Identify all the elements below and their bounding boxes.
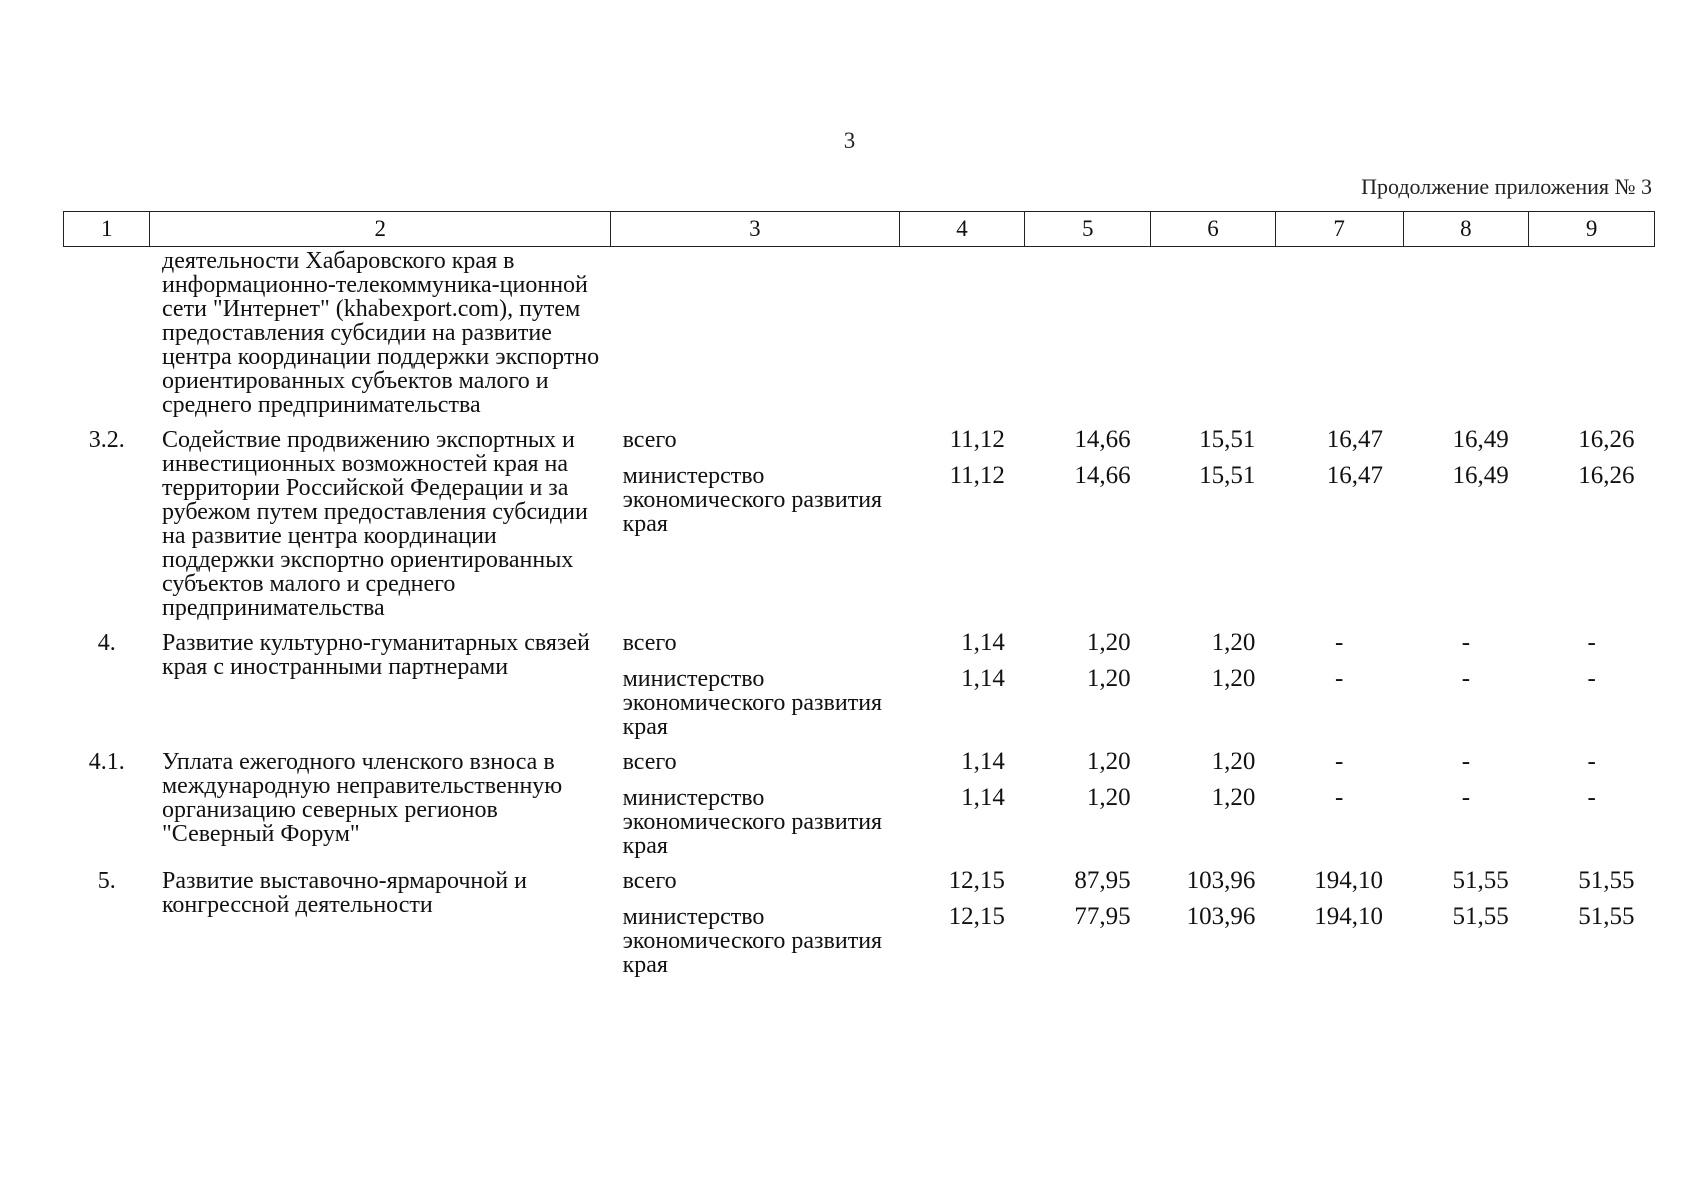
value-cell-col-5 xyxy=(1025,858,1151,977)
amount-value: 1,20 xyxy=(1211,629,1256,656)
table-row xyxy=(64,417,1655,620)
row-number: 4.1. xyxy=(88,749,125,775)
header-col-8: 8 xyxy=(1403,212,1529,247)
amount-value: 77,95 xyxy=(1074,903,1131,930)
amount-value: 51,55 xyxy=(1452,867,1509,894)
amount-value: - xyxy=(1587,629,1596,656)
amount-value: 51,55 xyxy=(1578,903,1635,930)
amount-value: 194,10 xyxy=(1314,903,1384,930)
value-cell-col-7 xyxy=(1275,739,1403,858)
row-number: 3.2. xyxy=(88,427,125,453)
value-cell-col-8 xyxy=(1403,417,1529,620)
value-cell-col-9 xyxy=(1529,620,1655,739)
value-cell-col-5 xyxy=(1025,739,1151,858)
amount-value: 14,66 xyxy=(1074,426,1131,453)
value-cell-col-8 xyxy=(1403,620,1529,739)
amount-value: 14,66 xyxy=(1074,462,1131,489)
value-cell-col-5 xyxy=(1025,417,1151,620)
activity-name: Развитие культурно-гуманитарных связей края с иностранными партнерами xyxy=(161,630,590,680)
amount-value: - xyxy=(1587,748,1596,775)
header-col-5: 5 xyxy=(1025,212,1151,247)
amount-value: - xyxy=(1335,665,1344,692)
amount-value: 103,96 xyxy=(1186,903,1256,930)
header-row xyxy=(64,212,1655,247)
value-cell-col-7 xyxy=(1275,247,1403,418)
value-cell-col-7 xyxy=(1275,858,1403,977)
continuation-label: Продолжение приложения № 3 xyxy=(1361,174,1652,199)
amount-value: 12,15 xyxy=(948,867,1005,894)
value-cell-col-8 xyxy=(1403,247,1529,418)
funding-source-cell xyxy=(611,858,900,977)
amount-value: 1,14 xyxy=(961,748,1005,775)
amount-value: 51,55 xyxy=(1578,867,1635,894)
amount-value: - xyxy=(1461,629,1471,656)
row-number: 5. xyxy=(97,868,116,894)
funding-source-cell xyxy=(611,247,900,418)
funding-source: всего xyxy=(622,427,677,453)
amount-value: 12,15 xyxy=(948,903,1005,930)
activity-name: Уплата ежегодного членского взноса в международную неправительственную организацию северных регионов "Северный Форум" xyxy=(161,749,563,847)
activity-name: Содействие продвижению экспортных и инвестиционных возможностей края на территории Российской Федерации и за рубежом путем предоставления субсидии на развитие центра координации поддержки экспортно ориентированных субъектов малого и среднего предпринимательства xyxy=(161,427,588,621)
table-row xyxy=(64,739,1655,858)
funding-source-cell xyxy=(611,417,900,620)
amount-value: 11,12 xyxy=(949,426,1005,453)
funding-source: министерство экономического развития края xyxy=(622,904,883,978)
value-cell-col-8 xyxy=(1403,858,1529,977)
header-col-2: 2 xyxy=(150,212,611,247)
table-header xyxy=(64,212,1655,247)
funding-source: министерство экономического развития края xyxy=(622,785,883,859)
amount-value: 16,47 xyxy=(1326,426,1384,453)
budget-table xyxy=(63,211,1655,977)
amount-value: 87,95 xyxy=(1074,867,1131,894)
value-cell-col-5 xyxy=(1025,247,1151,418)
amount-value: 1,20 xyxy=(1086,748,1131,775)
amount-value: - xyxy=(1335,784,1344,811)
funding-source: всего xyxy=(622,630,677,656)
header-col-7: 7 xyxy=(1275,212,1403,247)
amount-value: - xyxy=(1335,629,1344,656)
amount-value: 16,26 xyxy=(1578,462,1635,489)
activity-name: деятельности Хабаровского края в информационно-телекоммуника-ционной сети "Интернет" (khabexport.com), путем предоставления субсидии на развитие центра координации поддержки экспортно ориентированных субъектов малого и среднего предпринимательства xyxy=(161,248,600,418)
activity-name: Развитие выставочно-ярмарочной и конгрессной деятельности xyxy=(161,868,527,918)
amount-value: 1,20 xyxy=(1086,665,1131,692)
value-cell-col-6 xyxy=(1151,620,1276,739)
amount-value: 15,51 xyxy=(1199,426,1256,453)
value-cell-col-4 xyxy=(899,620,1025,739)
amount-value: 16,47 xyxy=(1326,462,1384,489)
row-number: 4. xyxy=(97,630,116,656)
value-cell-col-9 xyxy=(1529,858,1655,977)
value-cell-col-8 xyxy=(1403,739,1529,858)
amount-value: - xyxy=(1461,665,1471,692)
value-cell-col-4 xyxy=(899,858,1025,977)
table-row xyxy=(64,858,1655,977)
funding-source: всего xyxy=(622,749,677,775)
header-col-1: 1 xyxy=(64,212,150,247)
value-cell-col-4 xyxy=(899,247,1025,418)
row-number xyxy=(64,247,150,418)
value-cell-col-9 xyxy=(1529,417,1655,620)
amount-value: 1,20 xyxy=(1086,629,1131,656)
funding-source: всего xyxy=(622,868,677,894)
value-cell-col-7 xyxy=(1275,620,1403,739)
funding-source: министерство экономического развития края xyxy=(622,666,883,740)
amount-value: - xyxy=(1587,784,1596,811)
amount-value: 51,55 xyxy=(1452,903,1509,930)
amount-value: 16,49 xyxy=(1452,426,1509,453)
value-cell-col-7 xyxy=(1275,417,1403,620)
value-cell-col-6 xyxy=(1151,417,1276,620)
funding-source-cell xyxy=(611,739,900,858)
amount-value: - xyxy=(1335,748,1344,775)
header-col-4: 4 xyxy=(899,212,1025,247)
table-row xyxy=(64,620,1655,739)
amount-value: 16,49 xyxy=(1452,462,1509,489)
amount-value: 1,14 xyxy=(961,629,1005,656)
amount-value: 1,20 xyxy=(1211,665,1256,692)
funding-source-cell xyxy=(611,620,900,739)
value-cell-col-4 xyxy=(899,417,1025,620)
amount-value: 103,96 xyxy=(1186,867,1256,894)
value-cell-col-9 xyxy=(1529,739,1655,858)
header-col-6: 6 xyxy=(1151,212,1276,247)
table-body xyxy=(64,247,1655,978)
amount-value: 1,20 xyxy=(1211,748,1256,775)
value-cell-col-6 xyxy=(1151,247,1276,418)
amount-value: 11,12 xyxy=(949,462,1005,489)
amount-value: 15,51 xyxy=(1199,462,1256,489)
value-cell-col-9 xyxy=(1529,247,1655,418)
amount-value: 1,14 xyxy=(961,784,1005,811)
value-cell-col-4 xyxy=(899,739,1025,858)
page-number: 3 xyxy=(843,128,856,153)
table-row xyxy=(64,247,1655,418)
amount-value: 1,14 xyxy=(961,665,1005,692)
amount-value: - xyxy=(1461,784,1471,811)
amount-value: 1,20 xyxy=(1086,784,1131,811)
amount-value: - xyxy=(1587,665,1596,692)
amount-value: 194,10 xyxy=(1314,867,1384,894)
amount-value: 16,26 xyxy=(1578,426,1635,453)
amount-value: - xyxy=(1461,748,1471,775)
header-col-3: 3 xyxy=(611,212,900,247)
funding-source: министерство экономического развития края xyxy=(622,463,883,537)
value-cell-col-6 xyxy=(1151,858,1276,977)
header-col-9: 9 xyxy=(1529,212,1655,247)
value-cell-col-6 xyxy=(1151,739,1276,858)
value-cell-col-5 xyxy=(1025,620,1151,739)
amount-value: 1,20 xyxy=(1211,784,1256,811)
